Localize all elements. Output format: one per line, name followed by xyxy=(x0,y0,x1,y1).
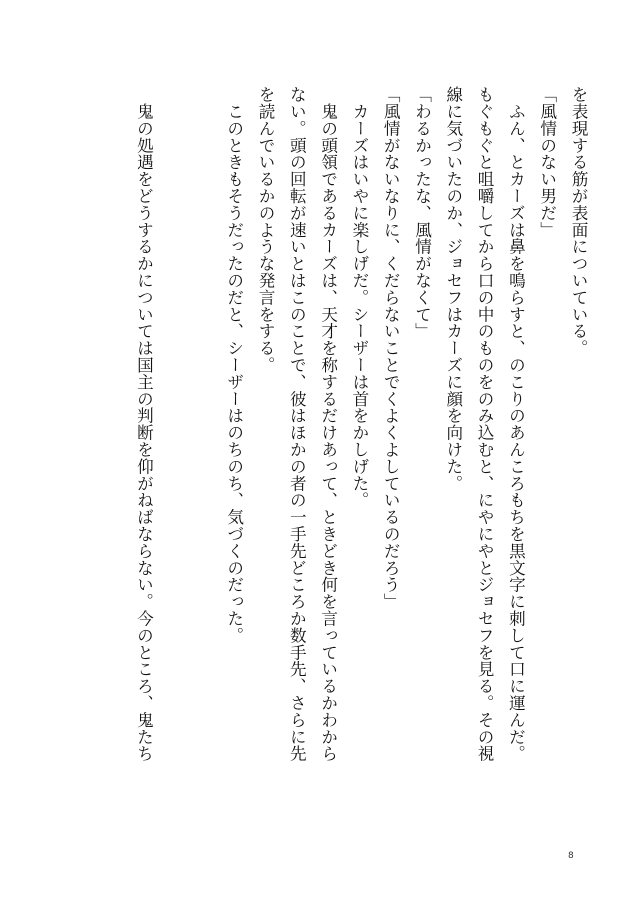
page-number: 8 xyxy=(568,851,574,861)
text-line-3: ふん、とカーズは鼻を鳴らすと、のこりのあんころもちを黒文字に刺して口に運んだ。 xyxy=(506,86,526,762)
text-line-11: を読んでいるかのような発言をする。 xyxy=(256,86,276,374)
text-line-final: 鬼の処遇をどうするかについては国主の判断を仰がねばならない。今のところ、鬼たち xyxy=(134,86,154,762)
vertical-text-body xyxy=(128,86,594,806)
text-line-5: 線に気づいたのか、ジョセフはカーズに顔を向けた。 xyxy=(443,86,463,492)
text-line-8: カーズはいやに楽しげだ。シーザーは首をかしげた。 xyxy=(349,86,369,509)
scene-break xyxy=(159,86,218,806)
text-line-9: 鬼の頭領であるカーズは、天才を称するだけあって、ときどき何を言っているかわから xyxy=(318,86,338,762)
text-line-4: もぐもぐと咀嚼してから口の中のものをのみ込むと、にやにやとジョセフを見る。その視 xyxy=(475,86,495,762)
text-line-10: ない。頭の回転が速いとはこのことで、彼はほかの者の一手先どころか数手先、さらに先 xyxy=(287,86,307,762)
text-line-6: 「わるかったな、風情がなくて」 xyxy=(412,86,432,340)
text-line-1: を表現する筋が表面についている。 xyxy=(569,86,588,357)
text-line-2: 「風情のない男だ」 xyxy=(537,86,557,239)
text-line-7: 「風情がないなりに、くだらないことでくよくよしているのだろう」 xyxy=(381,86,401,610)
text-line-12: このときもそうだったのだと、シーザーはのちのち、気づくのだった。 xyxy=(224,86,244,644)
